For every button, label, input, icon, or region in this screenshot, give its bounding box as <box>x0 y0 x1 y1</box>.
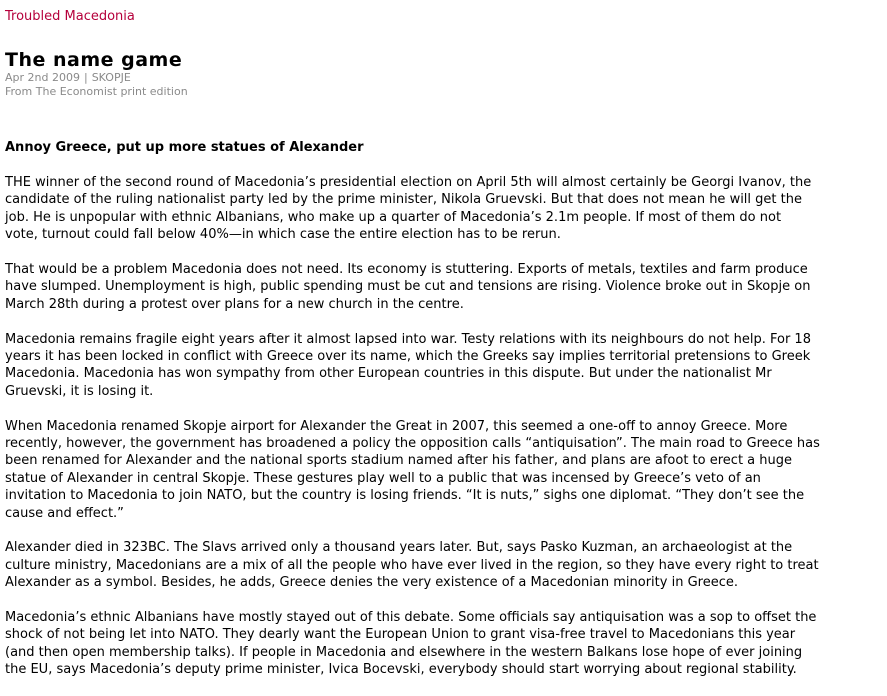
paragraph-line: culture ministry, Macedonians are a mix of all the people who have ever lived in the region, so they have every right to treat <box>5 557 819 573</box>
paragraph-line: Macedonia remains fragile eight years after it almost lapsed into war. Testy relations with its neighbours do not help. For 18 <box>5 331 811 347</box>
article-paragraph <box>5 539 883 591</box>
paragraph-line: Macedonia’s ethnic Albanians have mostly stayed out of this debate. Some officials say antiquisation was a sop to offset the <box>5 610 817 626</box>
paragraph-line: Alexander as a symbol. Besides, he adds, Greece denies the very existence of a Macedonian minority in Greece. <box>5 575 738 591</box>
dateline-separator: | <box>83 71 88 84</box>
article-source: From The Economist print edition <box>5 85 188 98</box>
paragraph-line: been renamed for Alexander and the national sports stadium named after his father, and plans are afoot to erect a huge <box>5 453 792 469</box>
section-rubric: Troubled Macedonia <box>5 9 135 24</box>
paragraph-line: years it has been locked in conflict with Greece over its name, which the Greeks say implies territorial pretensions to Greek <box>5 349 811 365</box>
paragraph-line: Alexander died in 323BC. The Slavs arrived only a thousand years later. But, says Pasko Kuzman, an archaeologist at the <box>5 540 793 556</box>
article-paragraph <box>5 609 883 679</box>
paragraph-line: cause and effect.” <box>5 505 124 521</box>
paragraph-line: shock of not being let into NATO. They dearly want the European Union to grant visa-free travel to Macedonians this year <box>5 627 796 643</box>
paragraph-line: candidate of the ruling nationalist party led by the prime minister, Nikola Gruevski. But that does not mean he will get the <box>5 192 802 208</box>
paragraph-line: the EU, says Macedonia’s deputy prime minister, Ivica Bocevski, everybody should start worrying about regional stability. <box>5 662 797 678</box>
paragraph-line: vote, turnout could fall below 40%—in which case the entire election has to be rerun. <box>5 227 561 243</box>
article-paragraph <box>5 331 883 401</box>
paragraph-line: Gruevski, it is losing it. <box>5 383 154 399</box>
paragraph-line: When Macedonia renamed Skopje airport for Alexander the Great in 2007, this seemed a one-off to annoy Greece. More <box>5 418 788 434</box>
paragraph-line: Macedonia. Macedonia has won sympathy from other European countries in this dispute. But under the nationalist Mr <box>5 366 772 382</box>
paragraph-line: statue of Alexander in central Skopje. These gestures play well to a public that was incensed by Greece’s veto of an <box>5 470 761 486</box>
paragraph-line: invitation to Macedonia to join NATO, but the country is losing friends. “It is nuts,” sighs one diplomat. “They don’t see the <box>5 488 805 504</box>
article-body <box>5 174 883 696</box>
article-standfirst: Annoy Greece, put up more statues of Alexander <box>5 140 364 155</box>
article-paragraph <box>5 174 883 244</box>
paragraph-line: recently, however, the government has broadened a policy the opposition calls “antiquisation”. The main road to Greece has <box>5 436 820 452</box>
article-paragraph <box>5 261 883 313</box>
paragraph-line: That would be a problem Macedonia does not need. Its economy is stuttering. Exports of metals, textiles and farm produce <box>5 262 808 278</box>
paragraph-line: have slumped. Unemployment is high, public spending must be cut and tensions are rising. Violence broke out in Skopje on <box>5 279 811 295</box>
article-location: SKOPJE <box>91 71 131 84</box>
paragraph-line: March 28th during a protest over plans for a new church in the centre. <box>5 296 464 312</box>
paragraph-line: job. He is unpopular with ethnic Albanians, who make up a quarter of Macedonia’s 2.1m people. If most of them do not <box>5 209 782 225</box>
article-paragraph <box>5 418 883 522</box>
paragraph-line: (and then open membership talks). If people in Macedonia and elsewhere in the western Balkans lose hope of ever joining <box>5 644 803 660</box>
article-dateline <box>5 71 131 85</box>
paragraph-line: THE winner of the second round of Macedonia’s presidential election on April 5th will almost certainly be Georgi Ivanov, the <box>5 175 812 190</box>
article-date: Apr 2nd 2009 <box>5 71 80 84</box>
article-headline: The name game <box>5 49 183 71</box>
